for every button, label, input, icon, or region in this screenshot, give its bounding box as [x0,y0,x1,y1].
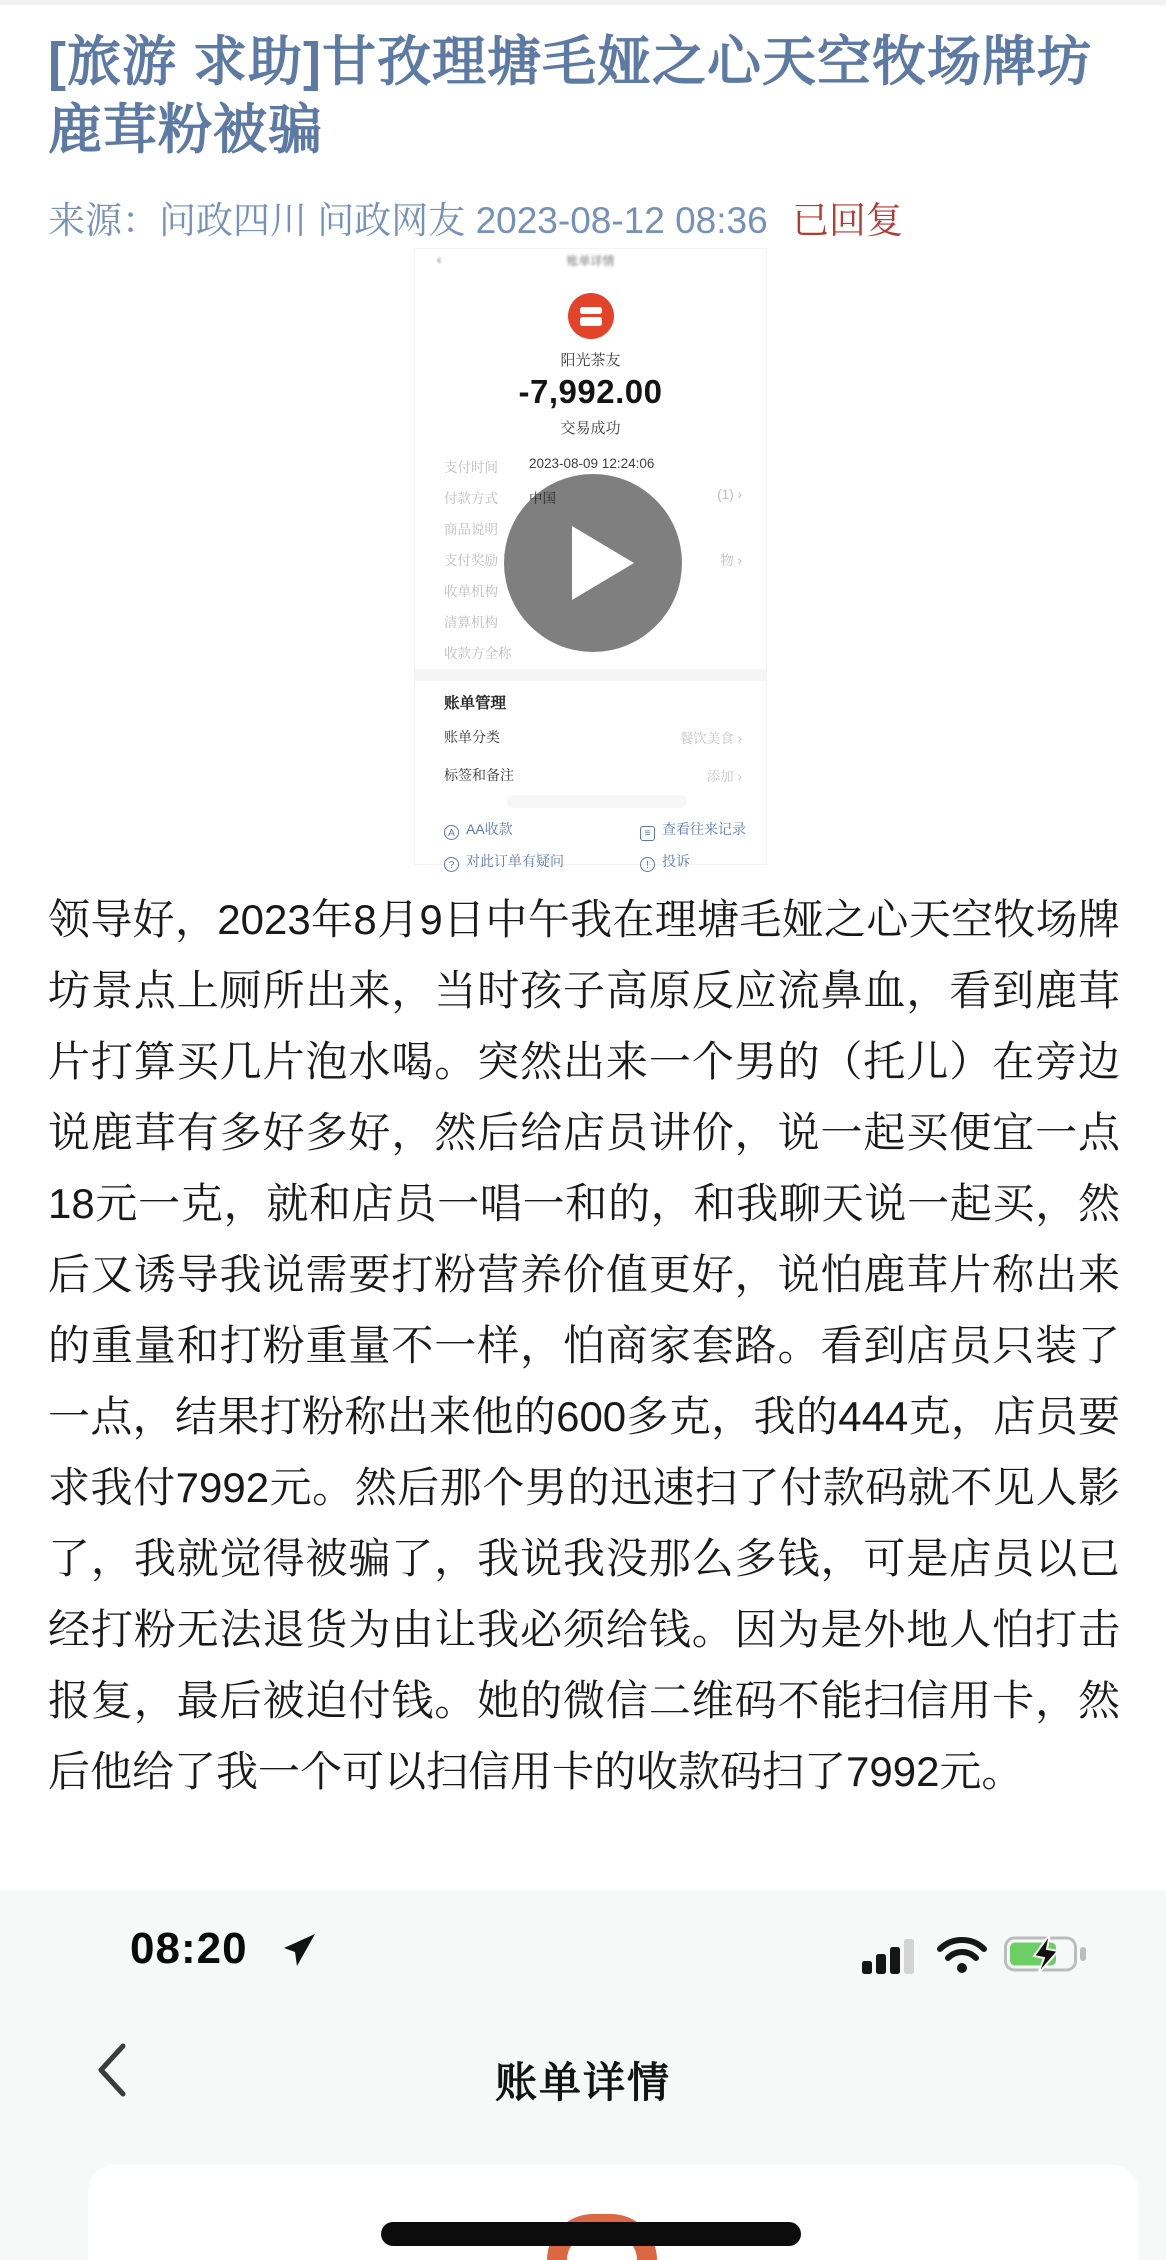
post-timestamp: 2023-08-12 08:36 [475,200,768,241]
alert-circle-icon: ! [640,857,655,872]
merchant-name: 阳光茶友 [560,352,621,369]
page-title: [旅游 求助]甘孜理塘毛娅之心天空牧场牌坊鹿茸粉被骗 [48,32,1092,160]
redaction-bar [381,2222,801,2246]
cellular-signal-icon [862,1938,920,1974]
bill-detail-card [88,2165,1138,2260]
bill-row [415,765,766,795]
row-value: 添加 › [706,769,742,784]
battery-charging-icon [1004,1934,1090,1974]
video-player[interactable] [414,248,767,871]
top-divider [0,0,1166,5]
location-arrow-icon [282,1932,318,1973]
phone-screenshot [0,1890,1166,2260]
bill-row [415,727,766,757]
aa-circle-icon: A [444,825,459,840]
bank-card-icon [568,293,614,339]
aa-collect-link: A AA收款 [444,819,513,840]
question-circle-icon: ? [444,857,459,872]
row-chevron: 物 › [720,553,742,568]
video-mini-back-icon: ‹ [437,252,442,267]
complaint-body-text: 领导好，2023年8月9日中午我在理塘毛娅之心天空牧场牌坊景点上厕所出来，当时孩子高原反应流鼻血，看到鹿茸片打算买几片泡水喝。突然出来一个男的（托儿）在旁边说鹿茸有多好多好，然后给店员讲价，说一起买便宜一点18元一克，就和店员一唱一和的，和我聊天说一起买，然后又诱导我说需要打粉营养价值更好，说怕鹿茸片称出来的重量和打粉重量不一样，怕商家套路。看到店员只装了一点，结果打粉称出来他的600多克，我的444克，店员要求我付7992元。然后那个男的迅速扫了付款码就不见人影了，我就觉得被骗了，我说我没那么多钱，可是店员以已经打粉无法退货为由让我必须给钱。因为是外地人怕打击报复，最后被迫付钱。她的微信二维码不能扫信用卡，然后他给了我一个可以扫信用卡的收款码扫了7992元。 [48,896,1120,1795]
row-chevron: (1) › [717,487,742,502]
faint-divider-pill [507,795,687,808]
bill-management-title: 账单管理 [444,695,507,712]
row-label: 收款方全称 [444,646,512,661]
post-source-text: 来源：问政四川 问政网友 [48,200,466,241]
bill-detail-nav-title: 账单详情 [494,2059,671,2106]
row-label: 账单分类 [444,729,500,745]
row-label: 商品说明 [444,522,498,537]
row-value: 2023-08-09 12:24:06 [529,456,655,471]
row-label: 付款方式 [444,491,498,506]
row-label: 支付时间 [444,460,498,475]
row-label: 清算机构 [444,615,498,630]
post-meta [48,190,1148,244]
transaction-status: 交易成功 [560,420,621,437]
play-button[interactable] [504,474,682,652]
row-value: 餐饮美食 › [679,731,742,746]
play-icon [572,526,634,600]
status-bar-time: 08:20 [130,1924,248,1973]
video-mini-header: 账单详情 [566,254,615,268]
row-label: 收单机构 [444,584,498,599]
status-bar-icons [862,1934,1090,1974]
records-icon: ≡ [640,826,655,841]
row-label: 标签和备注 [444,767,514,783]
view-records-link: ≡ 查看往来记录 [640,819,746,841]
complaint-link: ! 投诉 [640,851,690,872]
replied-status-badge: 已回复 [791,200,903,241]
wifi-icon [936,1936,988,1974]
transaction-amount: -7,992.00 [518,373,663,410]
order-question-link: ? 对此订单有疑问 [444,851,564,872]
section-divider [415,669,766,681]
row-label: 支付奖励 [444,553,498,568]
